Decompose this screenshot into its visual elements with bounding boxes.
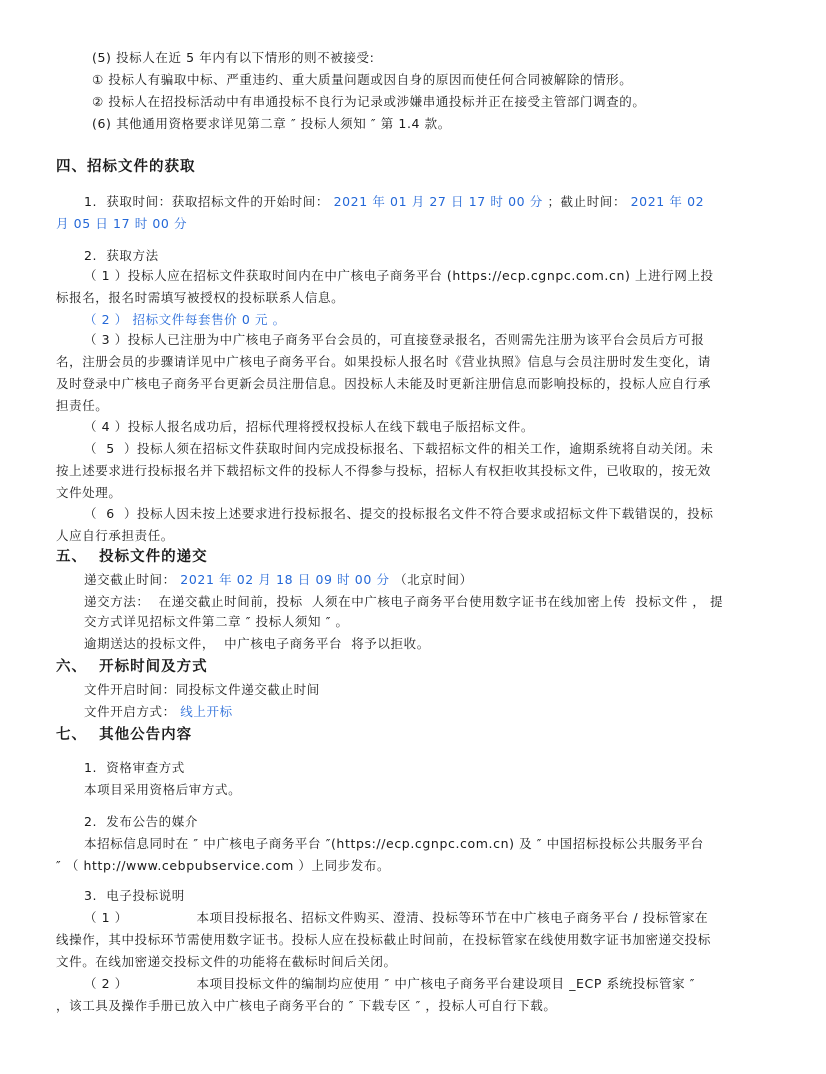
text-line: 文件处理。 bbox=[56, 485, 122, 500]
text-line: 文件。在线加密递交投标文件的功能将在截标时间后关闭。 bbox=[56, 954, 397, 969]
deadline-value: 2021 年 02 月 18 日 09 时 00 分 bbox=[180, 572, 390, 587]
text-line: 交方式详见招标文件第二章 ″ 投标人须知 ″ 。 bbox=[84, 614, 349, 629]
price-line: （ 2 ） 招标文件每套售价 0 元 。 bbox=[84, 312, 286, 327]
text-line: 按上述要求进行投标报名并下载招标文件的投标人不得参与投标，招标人有权拒收其投标文件，已收取的，按无效 bbox=[56, 463, 712, 478]
text-line: ，该工具及操作手册已放入中广核电子商务平台的 ″ 下载专区 ″ ，投标人可自行下载。 bbox=[56, 998, 557, 1013]
text-line: 文件开启方式： 线上开标 bbox=[84, 704, 233, 719]
text-line: 担责任。 bbox=[56, 398, 109, 413]
section-heading: 五、 投标文件的递交 bbox=[56, 549, 208, 565]
text-line: 本项目采用资格后审方式。 bbox=[84, 782, 242, 797]
text-line: (5) 投标人在近 5 年内有以下情形的则不被接受: bbox=[92, 50, 375, 65]
text-line: （ 1 ） 本项目投标报名、招标文件购买、澄清、投标等环节在中广核电子商务平台 / 投标管家在 bbox=[84, 910, 709, 925]
text-line: 名，注册会员的步骤请详见中广核电子商务平台。如果投标人报名时《营业执照》信息与会员注册时发生变化，请 bbox=[56, 354, 712, 369]
text-line: 及时登录中广核电子商务平台更新会员注册信息。因投标人未能及时更新注册信息而影响投标的，投标人应自行承 bbox=[56, 376, 712, 391]
section-heading: 六、 开标时间及方式 bbox=[56, 659, 208, 675]
text-line: 2. 获取方法 bbox=[84, 248, 159, 263]
text-line: 3. 电子投标说明 bbox=[84, 888, 185, 903]
text-line: （ 6 ）投标人因未按上述要求进行投标报名、提交的投标报名文件不符合要求或招标文件下载错误的，投标 bbox=[84, 506, 714, 521]
text-line: （ 3 ）投标人已注册为中广核电子商务平台会员的，可直接登录报名，否则需先注册为该平台会员后方可报 bbox=[84, 332, 705, 347]
end-time: 2021 年 02 bbox=[630, 194, 705, 209]
text-line: （ 1 ）投标人应在招标文件获取时间内在中广核电子商务平台 (https://ecp.cgnpc.com.cn) 上进行网上投 bbox=[84, 268, 714, 283]
text-line: ① 投标人有骗取中标、严重违约、重大质量问题或因自身的原因而使任何合同被解除的情形。 bbox=[92, 72, 633, 87]
text-line: （ 4 ）投标人报名成功后，招标代理将授权投标人在线下载电子版招标文件。 bbox=[84, 419, 535, 434]
text-line: （ 5 ）投标人须在招标文件获取时间内完成投标报名、下载招标文件的相关工作，逾期系统将自动关闭。未 bbox=[84, 441, 714, 456]
start-time: 2021 年 01 月 27 日 17 时 00 分 bbox=[333, 194, 543, 209]
text-line: ″ （ http://www.cebpubservice.com ）上同步发布。 bbox=[56, 858, 391, 873]
text-line: 标报名，报名时需填写被授权的投标联系人信息。 bbox=[56, 290, 345, 305]
text-line: 1. 资格审查方式 bbox=[84, 760, 185, 775]
text-line: 人应自行承担责任。 bbox=[56, 528, 174, 543]
text-line: 1. 获取时间：获取招标文件的开始时间： 2021 年 01 月 27 日 17 时 00 分 ；截止时间： 2021 年 02 bbox=[84, 194, 705, 209]
section-heading: 四、招标文件的获取 bbox=[56, 159, 196, 175]
open-mode-value: 线上开标 bbox=[180, 704, 233, 719]
text-line: 递交截止时间： 2021 年 02 月 18 日 09 时 00 分 （北京时间） bbox=[84, 572, 473, 587]
text-line: 文件开启时间：同投标文件递交截止时间 bbox=[84, 682, 320, 697]
text-line: 线操作，其中投标环节需使用数字证书。投标人应在投标截止时间前，在投标管家在线使用数字证书加密递交投标 bbox=[56, 932, 712, 947]
text-line: 2. 发布公告的媒介 bbox=[84, 814, 198, 829]
text-line: 递交方法： 在递交截止时间前，投标 人须在中广核电子商务平台使用数字证书在线加密上传 投标文件 ， 提 bbox=[84, 594, 724, 609]
text-line: ② 投标人在招投标活动中有串通投标不良行为记录或涉嫌串通投标并正在接受主管部门调查的。 bbox=[92, 94, 646, 109]
section-heading: 七、 其他公告内容 bbox=[56, 727, 193, 743]
end-time-cont: 月 05 日 17 时 00 分 bbox=[56, 216, 188, 231]
text-line: 逾期送达的投标文件， 中广核电子商务平台 将予以拒收。 bbox=[84, 636, 430, 651]
text-line: （ 2 ） 本项目投标文件的编制均应使用 ″ 中广核电子商务平台建设项目 _ECP 系统投标管家 ″ bbox=[84, 976, 696, 991]
text-line: 本招标信息同时在 ″ 中广核电子商务平台 ″(https://ecp.cgnpc.com.cn) 及 ″ 中国招标投标公共服务平台 bbox=[84, 836, 704, 851]
text-line: (6) 其他通用资格要求详见第二章 ″ 投标人须知 ″ 第 1.4 款。 bbox=[92, 116, 451, 131]
